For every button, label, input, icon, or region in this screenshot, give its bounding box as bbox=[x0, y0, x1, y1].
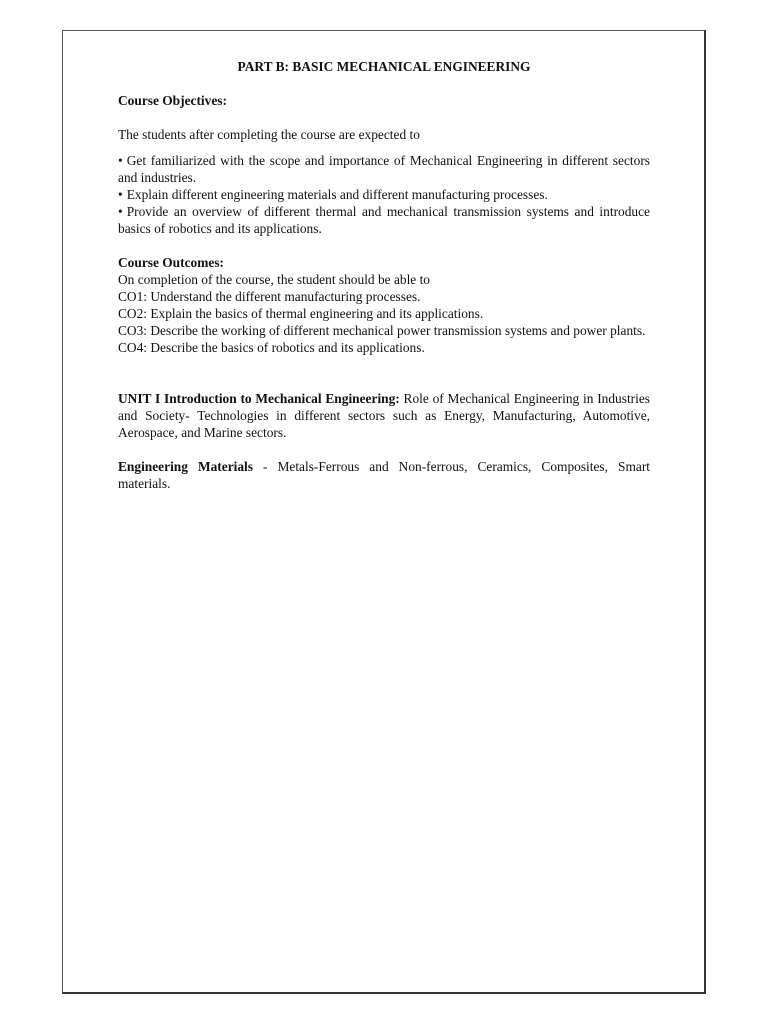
unit-1-paragraph bbox=[118, 390, 650, 441]
outcome-co4: CO4: Describe the basics of robotics and its applications. bbox=[118, 340, 425, 355]
objective-item-3 bbox=[118, 203, 650, 237]
objective-item-3-text: Provide an overview of different thermal and mechanical transmission systems and introduce basics of robotics and its applications. bbox=[118, 204, 650, 236]
materials-label: Engineering Materials bbox=[118, 459, 253, 474]
objectives-intro: The students after completing the course are expected to bbox=[118, 127, 420, 142]
objective-item-1 bbox=[118, 152, 650, 186]
document-title: PART B: BASIC MECHANICAL ENGINEERING bbox=[237, 59, 531, 74]
objective-item-1-text: Get familiarized with the scope and importance of Mechanical Engineering in different sectors and industries. bbox=[118, 153, 650, 185]
objectives-heading: Course Objectives: bbox=[118, 93, 227, 108]
materials-text: - Metals-Ferrous and Non-ferrous, Ceramics, Composites, Smart materials. bbox=[118, 459, 650, 491]
unit-1-text: Role of Mechanical Engineering in Industries and Society- Technologies in different sectors such as Energy, Manufacturing, Automotive, Aerospace, and Marine sectors. bbox=[118, 391, 651, 440]
objective-item-2 bbox=[118, 186, 650, 203]
outcome-co1: CO1: Understand the different manufacturing processes. bbox=[118, 289, 421, 304]
outcome-co3: CO3: Describe the working of different mechanical power transmission systems and power plants. bbox=[118, 323, 646, 338]
objective-item-2-text: Explain different engineering materials and different manufacturing processes. bbox=[126, 187, 548, 202]
document-content bbox=[118, 58, 650, 492]
outcomes-intro: On completion of the course, the student should be able to bbox=[118, 272, 431, 287]
outcomes-heading: Course Outcomes: bbox=[118, 255, 224, 270]
materials-paragraph bbox=[118, 458, 650, 492]
outcome-co2: CO2: Explain the basics of thermal engineering and its applications. bbox=[118, 306, 484, 321]
unit-1-label: UNIT I Introduction to Mechanical Engineering: bbox=[118, 391, 400, 406]
